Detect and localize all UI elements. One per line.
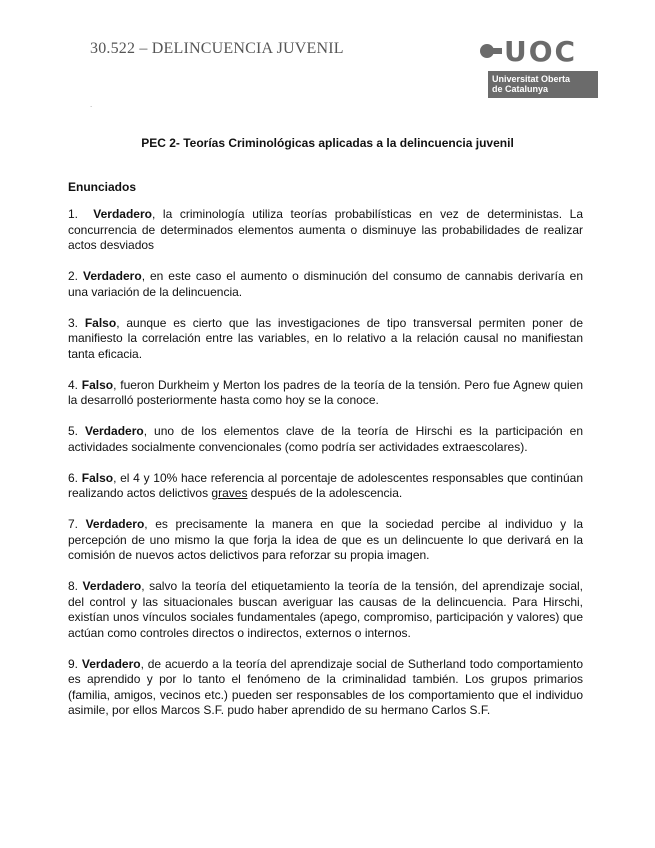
item-text: , de acuerdo a la teoría del aprendizaje social de Sutherland todo comportamiento es aprendido y por lo tanto el fenómeno de la criminalidad también. Los grupos primarios (familia, amigos, vecinos etc.) pueden ser responsables de los comportamiento que el individuo asimile, por ellos Marcos S.F. pudo haber aprendido de su hermano Carlos S.F. — [68, 656, 583, 717]
statement-item — [68, 657, 583, 719]
logo-bar-icon — [486, 48, 502, 54]
item-text: , en este caso el aumento o disminución del consumo de cannabis derivaría en una variación de la delincuencia. — [68, 269, 583, 299]
item-number: 7. — [68, 517, 79, 531]
item-text: después de la adolescencia. — [247, 486, 403, 500]
item-verdict: Verdadero — [85, 424, 144, 438]
item-text: , salvo la teoría del etiquetamiento la teoría de la tensión, del aprendizaje social, del control y las situacionales buscan averiguar las causas de la delincuencia. Para Hirschi, existían unos vínculos sociales fundamentales (apego, compromiso, participación y valores) que actúan como controles directos o indirectos, externos o internos. — [68, 579, 583, 640]
statement-item — [68, 579, 583, 641]
item-verdict: Verdadero — [93, 207, 152, 221]
item-number: 9. — [68, 656, 79, 671]
item-verdict: Falso — [81, 377, 114, 392]
item-verdict: Verdadero — [85, 517, 145, 531]
stray-dot: . — [90, 100, 93, 109]
item-number: 3. — [68, 315, 79, 330]
statement-item — [68, 517, 583, 564]
statement-item — [68, 378, 583, 409]
document-title: PEC 2- Teorías Criminológicas aplicadas a la delincuencia juvenil — [141, 136, 514, 150]
logo-subtitle — [488, 71, 598, 98]
statement-item — [68, 471, 583, 502]
item-number: 2. — [68, 269, 79, 283]
item-underlined-word: graves — [211, 486, 248, 500]
item-verdict: Verdadero — [82, 579, 142, 593]
logo-subtitle-line1: Universitat Oberta — [492, 74, 571, 84]
section-heading: Enunciados — [68, 180, 137, 194]
uoc-logo — [480, 35, 598, 100]
item-verdict: Verdadero — [82, 269, 142, 283]
statements-list — [68, 207, 583, 734]
item-text: , uno de los elementos clave de la teoría de Hirschi es la participación en actividades socialmente convencionales (como podría ser actividades extraescolares). — [68, 424, 583, 454]
item-text: , el 4 y 10% hace referencia al porcentaje de adolescentes responsables que continúan realizando actos delictivos — [68, 470, 583, 500]
item-text: , aunque es cierto que las investigaciones de tipo transversal permiten poner de manifiesto la correlación entre las variables, en lo relativo a la relación causal no manifiestan tanta eficacia. — [68, 315, 583, 361]
statement-item — [68, 269, 583, 300]
statement-item — [68, 424, 583, 455]
item-number: 5. — [68, 424, 79, 438]
logo-subtitle-line2: de Catalunya — [492, 84, 549, 94]
logo-wordmark: UOC — [504, 35, 578, 68]
course-title: 30.522 – DELINCUENCIA JUVENIL — [90, 40, 344, 57]
item-text: , es precisamente la manera en que la sociedad percibe al individuo y la percepción de uno mismo la que forja la idea de que es un delincuente lo que derivará en la comisión de nuevos actos delictivos para reforzar su propia imagen. — [68, 517, 583, 562]
item-number: 8. — [68, 579, 79, 593]
item-text: , la criminología utiliza teorías probabilísticas en vez de deterministas. La concurrencia de determinados elementos aumenta o disminuye las probabilidades de realizar actos desviados — [68, 207, 583, 252]
statement-item — [68, 207, 583, 254]
item-verdict: Falso — [84, 315, 117, 330]
item-number: 6. — [68, 470, 79, 485]
item-number: 1. — [68, 207, 79, 221]
item-text: , fueron Durkheim y Merton los padres de la teoría de la tensión. Pero fue Agnew quien la desarrolló posteriormente hasta como hoy se la conoce. — [68, 377, 584, 407]
statement-item — [68, 316, 583, 363]
item-verdict: Falso — [81, 470, 114, 485]
item-number: 4. — [68, 377, 79, 392]
item-verdict: Verdadero — [81, 656, 141, 671]
